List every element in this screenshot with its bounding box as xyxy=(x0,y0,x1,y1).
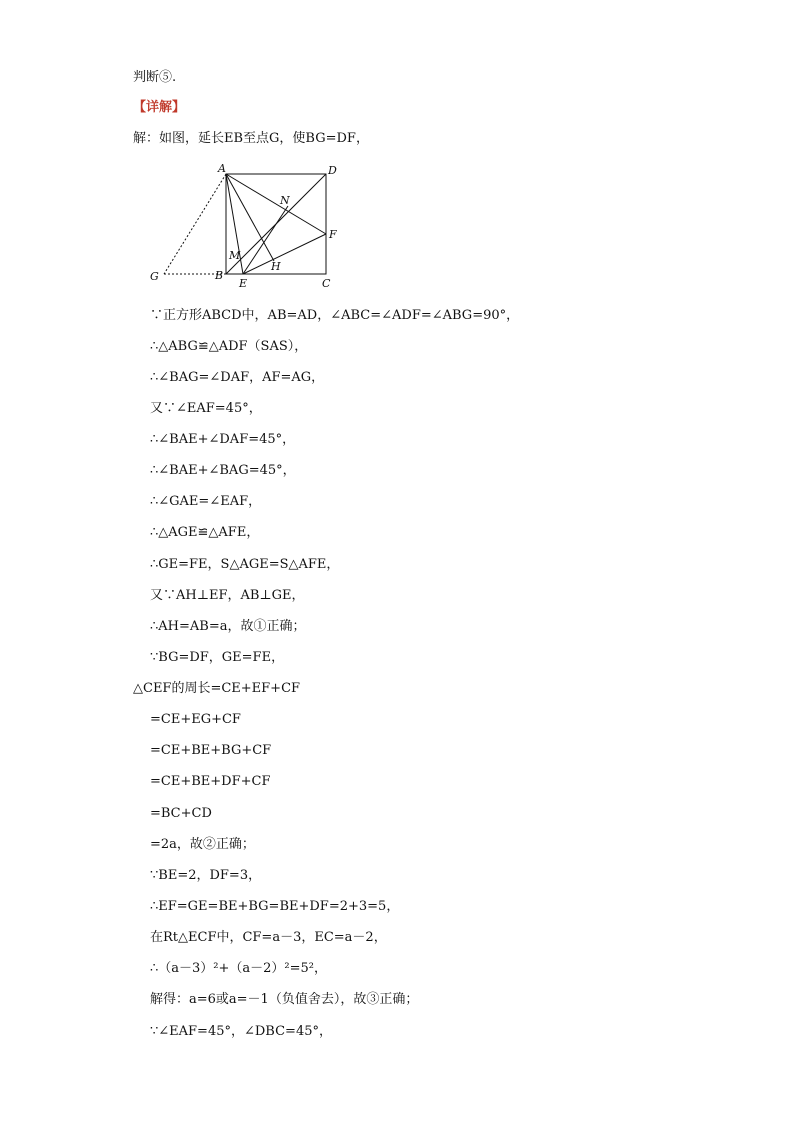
proof-line: ∴（a－3）²+（a－2）²=5²， xyxy=(150,961,328,976)
label-e: E xyxy=(239,277,248,290)
label-a: A xyxy=(218,162,226,175)
label-n: N xyxy=(280,194,290,207)
proof-line: =2a，故②正确； xyxy=(150,837,255,852)
segment-ef xyxy=(243,234,326,274)
proof-line: ∵∠EAF=45°，∠DBC=45°， xyxy=(150,1024,332,1039)
solution-intro: 解：如图，延长EB至点G，使BG=DF， xyxy=(133,131,369,146)
proof-line: ∴∠BAG=∠DAF，AF=AG， xyxy=(150,370,325,385)
label-g: G xyxy=(150,270,159,283)
proof-line: ∴△ABG≌△ADF（SAS）， xyxy=(150,339,308,354)
label-c: C xyxy=(322,277,331,290)
proof-line: =CE+EG+CF xyxy=(150,712,241,727)
label-h: H xyxy=(271,260,281,273)
proof-line: ∴∠BAE+∠DAF=45°， xyxy=(150,432,296,447)
proof-line: 解得：a=6或a=－1（负值舍去），故③正确； xyxy=(150,992,419,1007)
proof-line: ∴∠GAE=∠EAF， xyxy=(150,494,262,509)
proof-line: ∵正方形ABCD中，AB=AD，∠ABC=∠ADF=∠ABG=90°， xyxy=(150,308,520,323)
proof-line: 又∵AH⊥EF，AB⊥GE， xyxy=(150,588,305,603)
label-m: M xyxy=(229,249,241,262)
proof-line: ∵BE=2，DF=3， xyxy=(150,868,262,883)
proof-line: ∴EF=GE=BE+BG=BE+DF=2+3=5， xyxy=(150,899,400,914)
proof-line: △CEF的周长=CE+EF+CF xyxy=(133,681,301,696)
label-b: B xyxy=(215,269,224,282)
intro-text: 判断⑤. xyxy=(133,70,177,85)
label-f: F xyxy=(329,228,337,241)
proof-line: =CE+BE+DF+CF xyxy=(150,774,271,789)
proof-line: =BC+CD xyxy=(150,806,212,821)
proof-line: 又∵∠EAF=45°， xyxy=(150,401,262,416)
label-d: D xyxy=(328,164,337,177)
proof-line: ∴△AGE≌△AFE， xyxy=(150,525,260,540)
proof-line: 在Rt△ECF中，CF=a－3，EC=a－2， xyxy=(150,930,387,945)
proof-line: ∴AH=AB=a，故①正确； xyxy=(150,619,306,634)
proof-line: =CE+BE+BG+CF xyxy=(150,743,272,758)
proof-line: ∴GE=FE，S△AGE=S△AFE， xyxy=(150,557,340,572)
proof-line: ∴∠BAE+∠BAG=45°， xyxy=(150,463,296,478)
geometry-figure xyxy=(138,158,358,293)
segment-ag xyxy=(164,174,226,274)
proof-line: ∵BG=DF，GE=FE， xyxy=(150,650,285,665)
section-heading: 【详解】 xyxy=(133,100,186,115)
